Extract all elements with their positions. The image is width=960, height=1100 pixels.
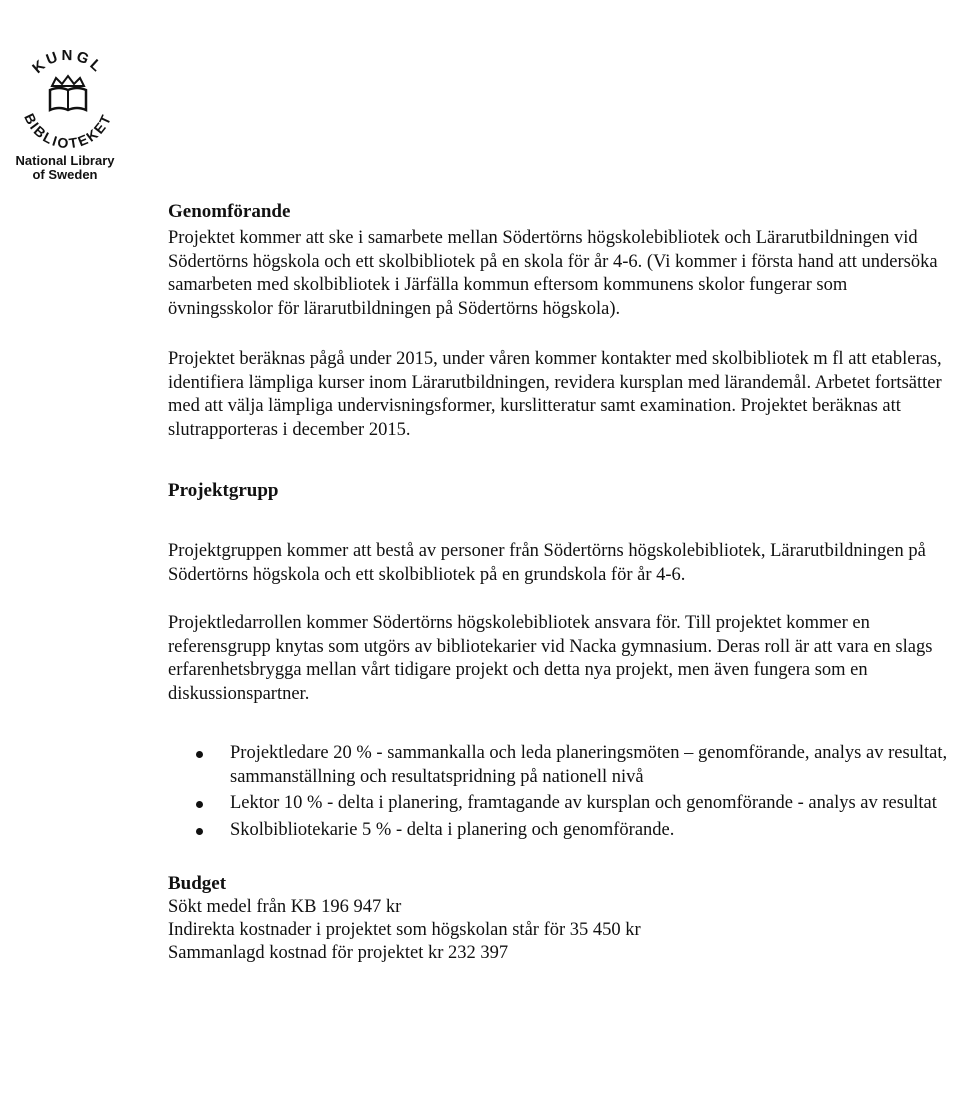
list-item: [168, 819, 948, 843]
list-item-text: Lektor 10 % - delta i planering, framtagande av kursplan och genomförande - analys av resultat: [230, 793, 937, 813]
budget-line-2: Indirekta kostnader i projektet som högskolan står för 35 450 kr: [168, 920, 641, 940]
section-budget: [168, 872, 948, 965]
crown-book-seal-icon: [8, 50, 128, 150]
svg-text:BIBLIOTEKET: [21, 111, 115, 150]
heading-projektgrupp: Projektgrupp: [168, 480, 279, 501]
crown-icon: [52, 76, 84, 86]
bullet-icon: [196, 751, 203, 758]
section-projektgrupp: [168, 479, 948, 842]
list-item: [168, 742, 948, 789]
section-genomforande: [168, 200, 948, 442]
list-item-text: Skolbibliotekarie 5 % - delta i planering och genomförande.: [230, 819, 675, 840]
svg-text:KUNGL: [29, 50, 107, 77]
logo-arc-text: KUNGL: [29, 50, 107, 78]
heading-genomforande: Genomförande: [168, 201, 291, 222]
library-logo: [0, 50, 150, 195]
list-item: [168, 792, 948, 816]
logo-caption-line2: of Sweden: [32, 167, 98, 182]
logo-caption-line1: National Library: [15, 153, 115, 168]
bullet-icon: [196, 801, 203, 808]
paragraph-genomforande-1: Projektet kommer att ske i samarbete mellan Södertörns högskolebibliotek och Lärarutbildningen vid Södertörns högskola och ett skolbibliotek på en skola för år 4-6. (Vi kommer i första hand att undersöka samarbeten med skolbibliotek i Järfälla kommun eftersom kommunens skolor fungerar som övningsskolor för lärarutbildningen på Södertörns högskola).: [168, 228, 938, 319]
paragraph-projektgrupp-1: Projektgruppen kommer att bestå av personer från Södertörns högskolebibliotek, Lärarutbildningen på Södertörns högskola och ett skolbibliotek på en grundskola för år 4-6.: [168, 541, 926, 585]
paragraph-genomforande-2: Projektet beräknas pågå under 2015, under våren kommer kontakter med skolbibliotek m fl att etableras, identifiera lämpliga kurser inom Lärarutbildningen, revidera kursplan med lärandemål. Arbetet fortsätter med att välja lämpliga undervisningsformer, kurslitteratur samt examination. Projektet beräknas att slutrapporteras i december 2015.: [168, 349, 942, 440]
paragraph-projektgrupp-2: Projektledarrollen kommer Södertörns högskolebibliotek ansvara för. Till projektet kommer en referensgrupp knytas som utgörs av bibliotekarier vid Nacka gymnasium. Deras roll är att vara en slags erfarenhetsbrygga mellan vårt tidigare projekt och detta nya projekt, men även fungera som en diskussionspartner.: [168, 613, 933, 704]
heading-budget: Budget: [168, 873, 227, 894]
document-body: [168, 200, 948, 965]
role-list: [168, 742, 948, 842]
logo-bottom-text: BIBLIOTEKET: [21, 110, 115, 150]
list-item-text: Projektledare 20 % - sammankalla och leda planeringsmöten – genomförande, analys av resultat, sammanställning och resultatspridning på nationell nivå: [230, 743, 948, 787]
logo-caption: [0, 154, 130, 182]
budget-line-1: Sökt medel från KB 196 947 kr: [168, 897, 402, 917]
bullet-icon: [196, 828, 203, 835]
budget-line-3: Sammanlagd kostnad för projektet kr 232 397: [168, 943, 509, 963]
